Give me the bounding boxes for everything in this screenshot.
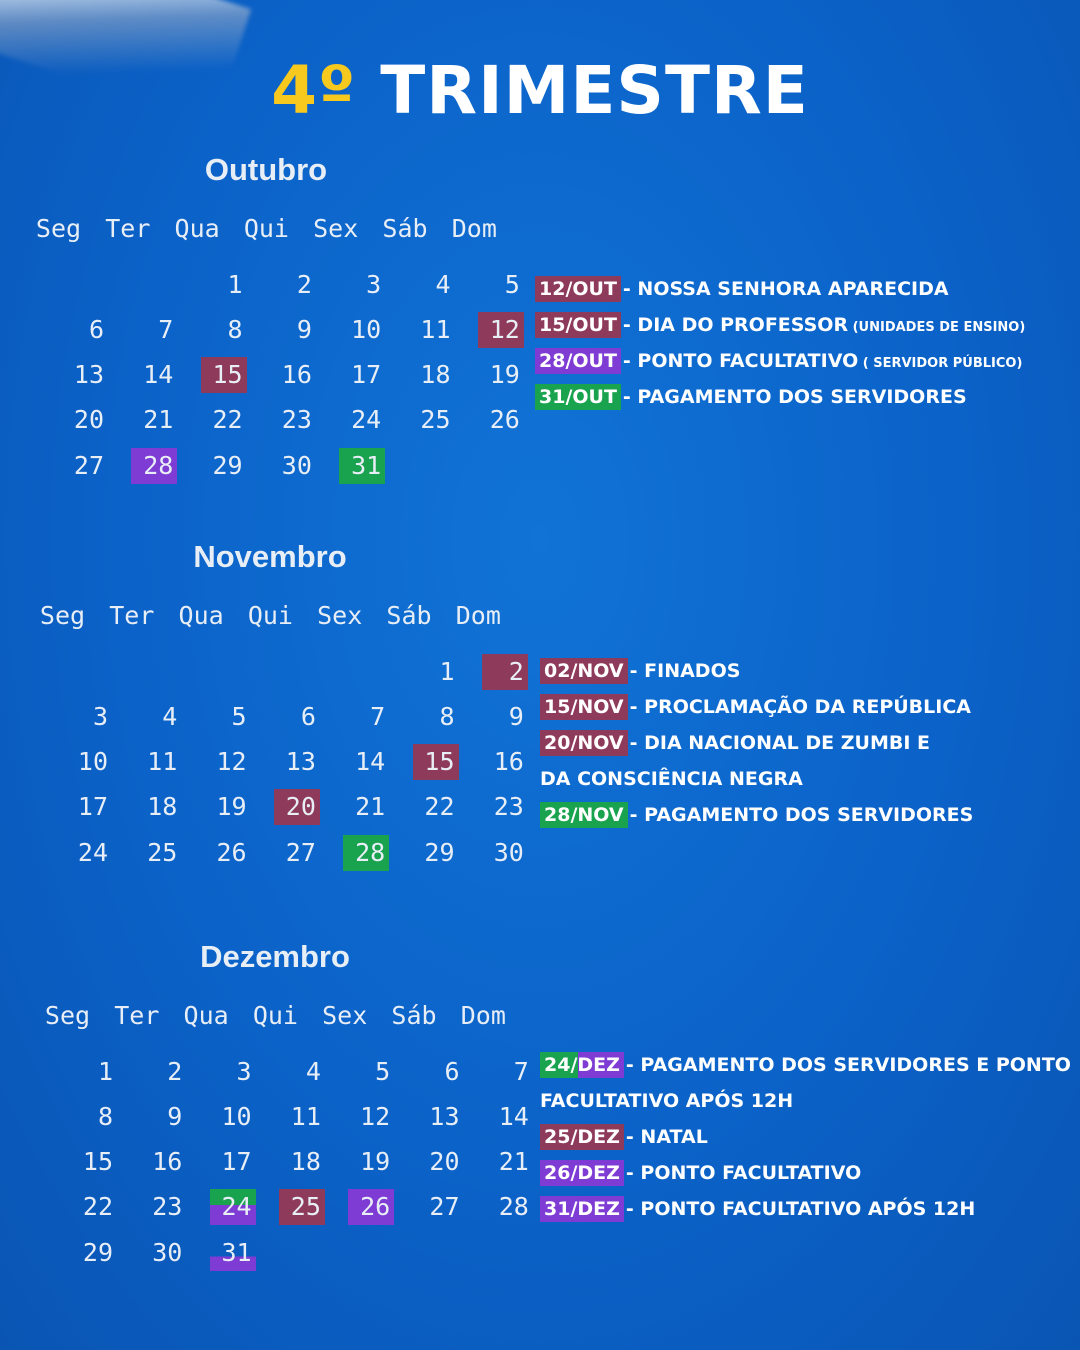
weekday-label: Dom: [455, 601, 501, 630]
legend-item: [540, 1124, 708, 1150]
calendar-day: 7: [513, 1057, 529, 1086]
legend-note: (UNIDADES DE ENSINO): [848, 320, 1026, 335]
legend-text: - PAGAMENTO DOS SERVIDORES E PONTO: [625, 1054, 1071, 1076]
weekday-label: Sex: [322, 1001, 368, 1030]
highlighted-day: 24: [210, 1189, 256, 1225]
date-tag: 15/NOV: [540, 694, 628, 720]
legend-item: [535, 348, 1022, 377]
calendar-day: 21: [498, 1147, 529, 1176]
weekday-label: Seg: [39, 601, 86, 630]
weekday-label: Dom: [460, 1001, 506, 1030]
calendar-day: 4: [305, 1057, 321, 1086]
legend-text: - PONTO FACULTATIVO: [622, 350, 859, 372]
date-tag: 12/OUT: [535, 276, 621, 302]
calendar-day: 3: [236, 1057, 252, 1086]
highlighted-day: 25: [279, 1189, 325, 1225]
date-tag: 25/DEZ: [540, 1124, 624, 1150]
date-tag: 24/DEZ: [540, 1052, 624, 1078]
calendar-day: 26: [216, 838, 247, 867]
legend-item: [540, 658, 740, 684]
date-tag: 28/NOV: [540, 802, 628, 828]
calendar-day: 14: [143, 360, 174, 389]
calendar-day: 6: [300, 702, 316, 731]
calendar-day: 29: [82, 1238, 113, 1267]
calendar-day: 23: [281, 405, 312, 434]
calendar-day: 17: [351, 360, 382, 389]
weekday-label: Qui: [247, 601, 293, 630]
highlighted-day: 28: [131, 448, 177, 484]
calendar-day: 7: [158, 315, 174, 344]
calendar-day: 23: [493, 792, 524, 821]
weekday-label: Dom: [451, 214, 497, 243]
calendar-day: 11: [147, 747, 178, 776]
weekday-label: Ter: [105, 214, 151, 243]
title-number: 4º: [271, 52, 357, 129]
calendar-day: 15: [82, 1147, 113, 1176]
calendar-day: 19: [489, 360, 520, 389]
legend-item: [535, 276, 949, 302]
legend-item: [540, 694, 971, 720]
calendar-day: 16: [152, 1147, 183, 1176]
weekday-label: Qui: [243, 214, 289, 243]
weekday-label: Sex: [313, 214, 359, 243]
calendar-day: 5: [231, 702, 247, 731]
legend-item: [535, 312, 1025, 341]
calendar-day: 17: [221, 1147, 252, 1176]
calendar-day: 14: [498, 1102, 529, 1131]
calendar-day: 6: [88, 315, 104, 344]
month-title: Outubro: [204, 152, 328, 187]
calendar-day: 16: [281, 360, 312, 389]
highlighted-day: 2: [482, 654, 528, 690]
calendar-day: 30: [152, 1238, 183, 1267]
calendar-day: 14: [355, 747, 386, 776]
calendar-day: 12: [216, 747, 247, 776]
legend-item: [540, 766, 803, 792]
month-title: Dezembro: [200, 939, 350, 974]
calendar-day: 18: [147, 792, 178, 821]
calendar-day: 1: [439, 657, 455, 686]
legend-item: [535, 384, 967, 410]
calendar-day: 9: [167, 1102, 183, 1131]
calendar-day: 4: [435, 270, 451, 299]
calendar-day: 19: [360, 1147, 391, 1176]
calendar-day: 28: [498, 1192, 529, 1221]
calendar-day: 21: [355, 792, 386, 821]
calendar-day: 23: [152, 1192, 183, 1221]
highlighted-day: 26: [348, 1189, 394, 1225]
legend-text: - DIA DO PROFESSOR: [622, 314, 849, 336]
calendar-day: 2: [296, 270, 312, 299]
calendar-day: 29: [424, 838, 455, 867]
calendar-day: 12: [360, 1102, 391, 1131]
calendar-day: 1: [227, 270, 243, 299]
weekday-label: Seg: [44, 1001, 91, 1030]
calendar-day: 25: [147, 838, 178, 867]
legend-item: [540, 730, 930, 756]
calendar-day: 11: [290, 1102, 321, 1131]
calendar-day: 5: [375, 1057, 391, 1086]
calendar-day: 9: [296, 315, 312, 344]
legend-text: - NOSSA SENHORA APARECIDA: [622, 278, 949, 300]
calendar-day: 9: [508, 702, 524, 731]
legend-item: [540, 1196, 975, 1222]
date-tag: 31/DEZ: [540, 1196, 624, 1222]
calendar-day: 30: [281, 451, 312, 480]
calendar-day: 13: [285, 747, 316, 776]
calendar-day: 26: [489, 405, 520, 434]
calendar-day: 25: [420, 405, 451, 434]
weekday-label: Qua: [174, 214, 220, 243]
calendar-day: 22: [424, 792, 455, 821]
legend-text: - PAGAMENTO DOS SERVIDORES: [629, 804, 974, 826]
legend-note: ( SERVIDOR PÚBLICO): [858, 356, 1023, 371]
highlighted-day: 20: [274, 789, 320, 825]
calendar-day: 10: [351, 315, 382, 344]
highlighted-day: 31: [339, 448, 385, 484]
calendar-day: 16: [493, 747, 524, 776]
weekday-label: Qui: [252, 1001, 298, 1030]
calendar-day: 29: [212, 451, 243, 480]
weekday-label: Seg: [35, 214, 82, 243]
calendar-day: 24: [77, 838, 108, 867]
legend-text: - PONTO FACULTATIVO APÓS 12H: [625, 1198, 976, 1220]
calendar-day: 4: [162, 702, 178, 731]
legend-text: FACULTATIVO APÓS 12H: [540, 1090, 794, 1112]
legend-item: [540, 1160, 861, 1186]
weekday-label: Sáb: [391, 1001, 437, 1030]
calendar-day: 18: [420, 360, 451, 389]
legend-text: - PAGAMENTO DOS SERVIDORES: [622, 386, 967, 408]
date-tag: 02/NOV: [540, 658, 628, 684]
weekday-label: Qua: [178, 601, 224, 630]
calendar-day: 11: [420, 315, 451, 344]
calendar-day: 8: [227, 315, 243, 344]
legend-item: [540, 1088, 793, 1114]
calendar-day: 20: [73, 405, 104, 434]
calendar-day: 27: [429, 1192, 460, 1221]
legend-item: [540, 802, 973, 828]
calendar-day: 22: [82, 1192, 113, 1221]
weekday-label: Sex: [317, 601, 363, 630]
weekday-label: Ter: [114, 1001, 160, 1030]
highlighted-day: 28: [343, 835, 389, 871]
month-title: Novembro: [193, 539, 347, 574]
calendar-day: 27: [73, 451, 104, 480]
date-tag: 31/OUT: [535, 384, 621, 410]
weekday-label: Sáb: [386, 601, 432, 630]
legend-text: - PROCLAMAÇÃO DA REPÚBLICA: [629, 696, 971, 718]
weekday-label: Sáb: [382, 214, 428, 243]
legend-text: DA CONSCIÊNCIA NEGRA: [540, 768, 803, 790]
legend-text: - NATAL: [625, 1126, 708, 1148]
date-tag: 28/OUT: [535, 348, 621, 374]
date-tag: 15/OUT: [535, 312, 621, 338]
calendar-day: 8: [97, 1102, 113, 1131]
title-text: TRIMESTRE: [380, 52, 809, 129]
calendar-day: 21: [143, 405, 174, 434]
calendar-day: 20: [429, 1147, 460, 1176]
legend-text: - DIA NACIONAL DE ZUMBI E: [629, 732, 931, 754]
calendar-day: 5: [504, 270, 520, 299]
legend-item: [540, 1052, 1071, 1078]
calendar-day: 22: [212, 405, 243, 434]
page-title: [0, 52, 1080, 129]
calendar-day: 8: [439, 702, 455, 731]
calendar-day: 27: [285, 838, 316, 867]
calendar-day: 24: [351, 405, 382, 434]
legend-text: - FINADOS: [629, 660, 741, 682]
date-tag: 26/DEZ: [540, 1160, 624, 1186]
calendar-day: 6: [444, 1057, 460, 1086]
weekday-label: Qua: [183, 1001, 229, 1030]
calendar-day: 17: [77, 792, 108, 821]
calendar-day: 10: [221, 1102, 252, 1131]
highlighted-day: 12: [478, 312, 524, 348]
calendar-day: 2: [167, 1057, 183, 1086]
calendar-day: 3: [92, 702, 108, 731]
date-tag: 20/NOV: [540, 730, 628, 756]
calendar-day: 13: [429, 1102, 460, 1131]
calendar-day: 18: [290, 1147, 321, 1176]
highlighted-day: 31: [210, 1235, 256, 1271]
calendar-day: 3: [366, 270, 382, 299]
highlighted-day: 15: [201, 357, 247, 393]
calendar-day: 1: [97, 1057, 113, 1086]
calendar-day: 30: [493, 838, 524, 867]
legend-text: - PONTO FACULTATIVO: [625, 1162, 862, 1184]
calendar-day: 13: [73, 360, 104, 389]
calendar-day: 10: [77, 747, 108, 776]
weekday-label: Ter: [109, 601, 155, 630]
highlighted-day: 15: [413, 744, 459, 780]
calendar-day: 7: [370, 702, 386, 731]
calendar-day: 19: [216, 792, 247, 821]
